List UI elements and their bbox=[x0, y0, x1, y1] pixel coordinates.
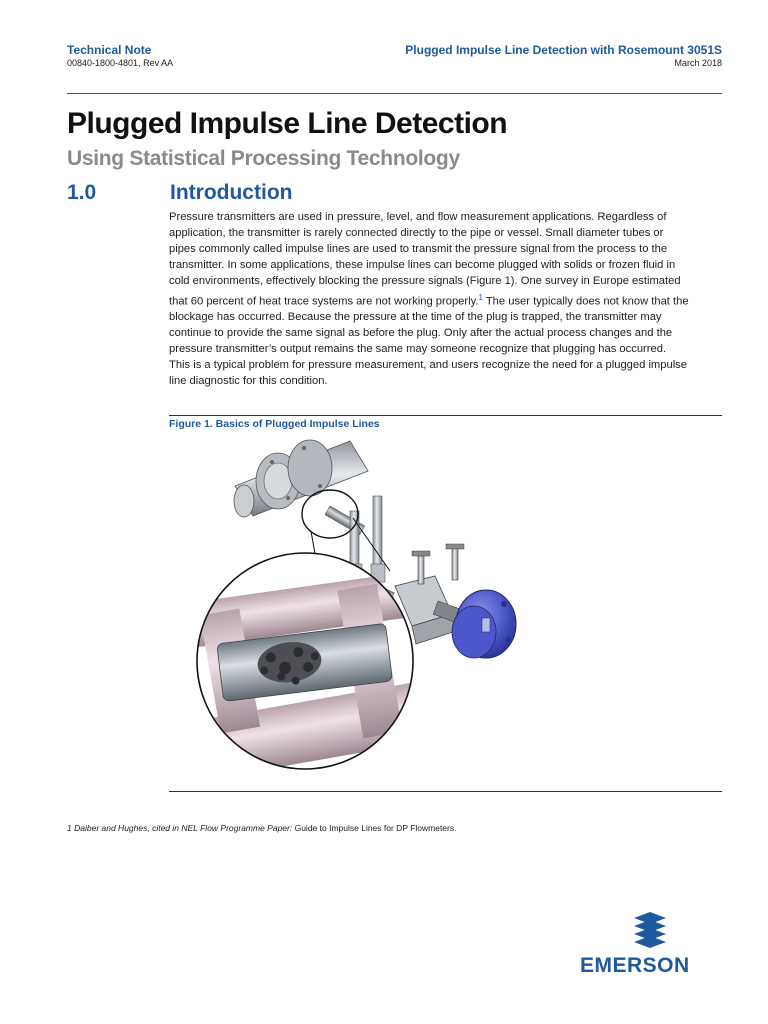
header-right bbox=[405, 43, 722, 70]
doc-date: March 2018 bbox=[674, 58, 722, 68]
footnote-number: 1 bbox=[67, 823, 72, 833]
figure-caption: Figure 1. Basics of Plugged Impulse Lines bbox=[169, 418, 380, 430]
intro-paragraph bbox=[169, 210, 689, 390]
section-title: Introduction bbox=[170, 181, 293, 204]
figure-bottom-rule bbox=[169, 791, 722, 792]
figure-top-rule bbox=[169, 415, 722, 416]
magnified-plug-detail bbox=[190, 546, 434, 776]
header-left bbox=[67, 43, 173, 70]
impulse-line-illustration bbox=[190, 436, 530, 776]
footnote-title: Guide to Impulse Lines for DP Flowmeters. bbox=[292, 823, 457, 833]
emerson-wordmark: EMERSON bbox=[580, 954, 690, 977]
pressure-transmitter bbox=[452, 590, 516, 658]
intro-text-part2: The user typically does not know that the blockage has occurred. Because the pressure at the time of the plug is trapped, the transmitter may continue to provide the same signal as before the plug. Only after the actual process changes and the pressure transmitter’s output remains the same may someone recognize that plugging has occurred. This is a typical problem for pressure measurement, and users recognize the need for a plugged impulse line diagnostic for this condition. bbox=[169, 295, 689, 387]
process-pipe bbox=[234, 440, 368, 517]
emerson-logo bbox=[580, 910, 722, 980]
header-divider bbox=[67, 93, 722, 94]
footnote-authors: Daiber and Hughes, cited in NEL Flow Programme Paper: bbox=[74, 823, 293, 833]
page-subtitle: Using Statistical Processing Technology bbox=[67, 147, 460, 170]
intro-text-part1: Pressure transmitters are used in pressure, level, and flow measurement applications. Regardless of application, the transmitter is rarely connected directly to the pipe or vessel. Small diameter tubes or pipes commonly called impulse lines are used to transmit the pressure signal from the process to the transmitter. In some applications, these impulse lines can become plugged with solids or frozen fluid in cold environments, effectively blocking the pressure signals (Figure 1). One survey in Europe estimated that 60 percent of heat trace systems are not working properly. bbox=[169, 211, 681, 308]
running-title: Plugged Impulse Line Detection with Rosemount 3051S bbox=[405, 43, 722, 57]
footnote-reference[interactable]: 1 bbox=[478, 292, 483, 302]
page-title: Plugged Impulse Line Detection bbox=[67, 107, 508, 140]
emerson-logo-mark-icon bbox=[580, 910, 722, 954]
doc-type-label: Technical Note bbox=[67, 43, 152, 57]
section-number: 1.0 bbox=[67, 181, 97, 204]
doc-number: 00840-1800-4801, Rev AA bbox=[67, 58, 174, 68]
footnote bbox=[67, 823, 456, 833]
